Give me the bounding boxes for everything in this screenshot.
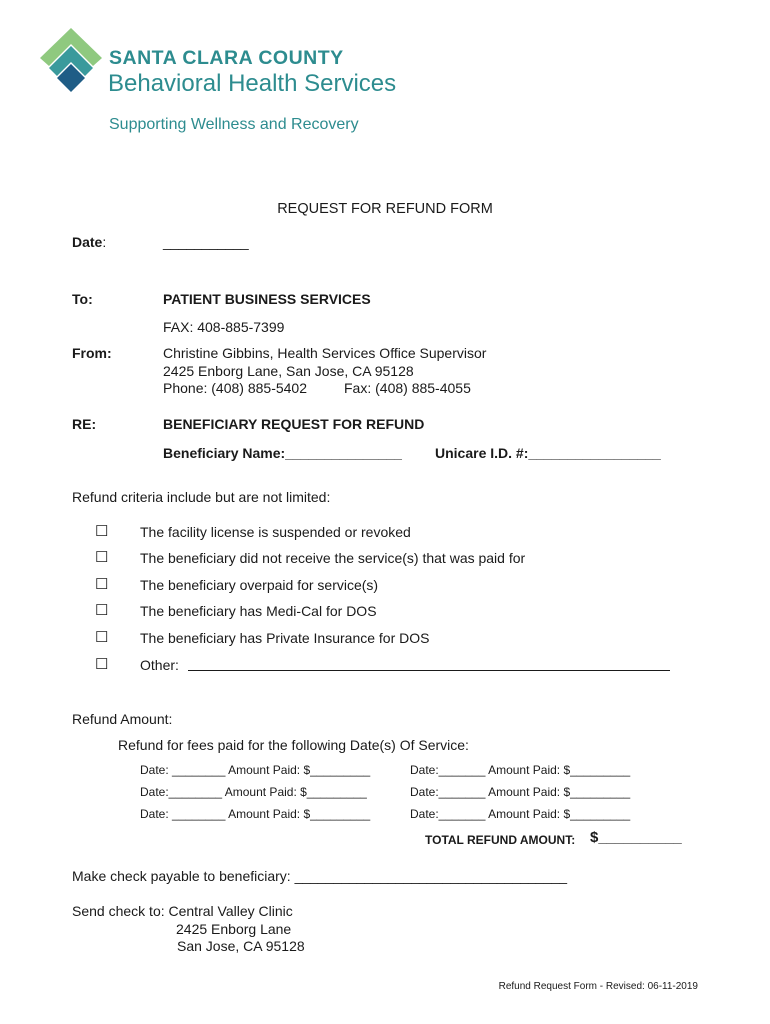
total-refund-label: TOTAL REFUND AMOUNT: bbox=[425, 833, 576, 847]
org-name-line2: Behavioral Health Services bbox=[108, 70, 397, 97]
checkbox-icon[interactable]: ☐ bbox=[95, 549, 109, 566]
criteria-intro: Refund criteria include but are not limited: bbox=[72, 489, 331, 505]
criteria-item: The beneficiary did not receive the service(s) that was paid for bbox=[140, 550, 526, 566]
other-line[interactable] bbox=[188, 670, 670, 671]
criteria-item: The facility license is suspended or revoked bbox=[140, 524, 411, 540]
date-blank[interactable]: ___________ bbox=[163, 234, 249, 250]
from-phone: Phone: (408) 885-5402 bbox=[163, 380, 307, 396]
checkbox-icon[interactable]: ☐ bbox=[95, 602, 109, 619]
from-label: From: bbox=[72, 345, 112, 361]
send-check-to: Send check to: Central Valley Clinic bbox=[72, 903, 293, 919]
org-tagline: Supporting Wellness and Recovery bbox=[109, 116, 359, 133]
payable-to-field[interactable]: Make check payable to beneficiary: ___________________________________ bbox=[72, 868, 568, 884]
criteria-item: The beneficiary has Medi-Cal for DOS bbox=[140, 603, 377, 619]
total-refund-field[interactable]: $__________ bbox=[590, 829, 682, 846]
footer-revision: Refund Request Form - Revised: 06-11-2019 bbox=[498, 981, 698, 992]
send-address-line3: San Jose, CA 95128 bbox=[177, 938, 305, 954]
date-label: Date: bbox=[72, 234, 107, 250]
refund-entry[interactable]: Date: ________ Amount Paid: $_________ bbox=[140, 763, 371, 777]
checkbox-icon[interactable]: ☐ bbox=[95, 629, 109, 646]
org-name-line1: SANTA CLARA COUNTY bbox=[109, 47, 344, 69]
beneficiary-name-field[interactable]: Beneficiary Name:_______________ bbox=[163, 445, 402, 461]
re-label: RE: bbox=[72, 416, 97, 432]
refund-amount-label: Refund Amount: bbox=[72, 711, 173, 727]
refund-entry[interactable]: Date:_______ Amount Paid: $_________ bbox=[410, 807, 631, 821]
refund-entry[interactable]: Date:_______ Amount Paid: $_________ bbox=[410, 763, 631, 777]
unicare-id-field[interactable]: Unicare I.D. #:_________________ bbox=[435, 445, 661, 461]
form-title: REQUEST FOR REFUND FORM bbox=[277, 201, 493, 217]
checkbox-icon[interactable]: ☐ bbox=[95, 576, 109, 593]
to-label: To: bbox=[72, 291, 93, 307]
criteria-item: The beneficiary overpaid for service(s) bbox=[140, 577, 379, 593]
refund-entry[interactable]: Date:_______ Amount Paid: $_________ bbox=[410, 785, 631, 799]
send-address-line2: 2425 Enborg Lane bbox=[176, 921, 292, 937]
to-fax: FAX: 408-885-7399 bbox=[163, 319, 285, 335]
refund-entry[interactable]: Date:________ Amount Paid: $_________ bbox=[140, 785, 367, 799]
layered-diamond-logo-icon bbox=[40, 28, 102, 98]
criteria-item-other: Other: bbox=[140, 657, 179, 673]
checkbox-icon[interactable]: ☐ bbox=[95, 523, 109, 540]
refund-entry[interactable]: Date: ________ Amount Paid: $_________ bbox=[140, 807, 371, 821]
from-line2: 2425 Enborg Lane, San Jose, CA 95128 bbox=[163, 363, 414, 379]
re-subject: BENEFICIARY REQUEST FOR REFUND bbox=[163, 416, 425, 432]
to-name: PATIENT BUSINESS SERVICES bbox=[163, 291, 371, 307]
from-fax: Fax: (408) 885-4055 bbox=[344, 380, 471, 396]
checkbox-icon[interactable]: ☐ bbox=[95, 656, 109, 673]
from-line1: Christine Gibbins, Health Services Office Supervisor bbox=[163, 345, 487, 361]
refund-subtitle: Refund for fees paid for the following Date(s) Of Service: bbox=[118, 737, 469, 753]
criteria-item: The beneficiary has Private Insurance for DOS bbox=[140, 630, 430, 646]
